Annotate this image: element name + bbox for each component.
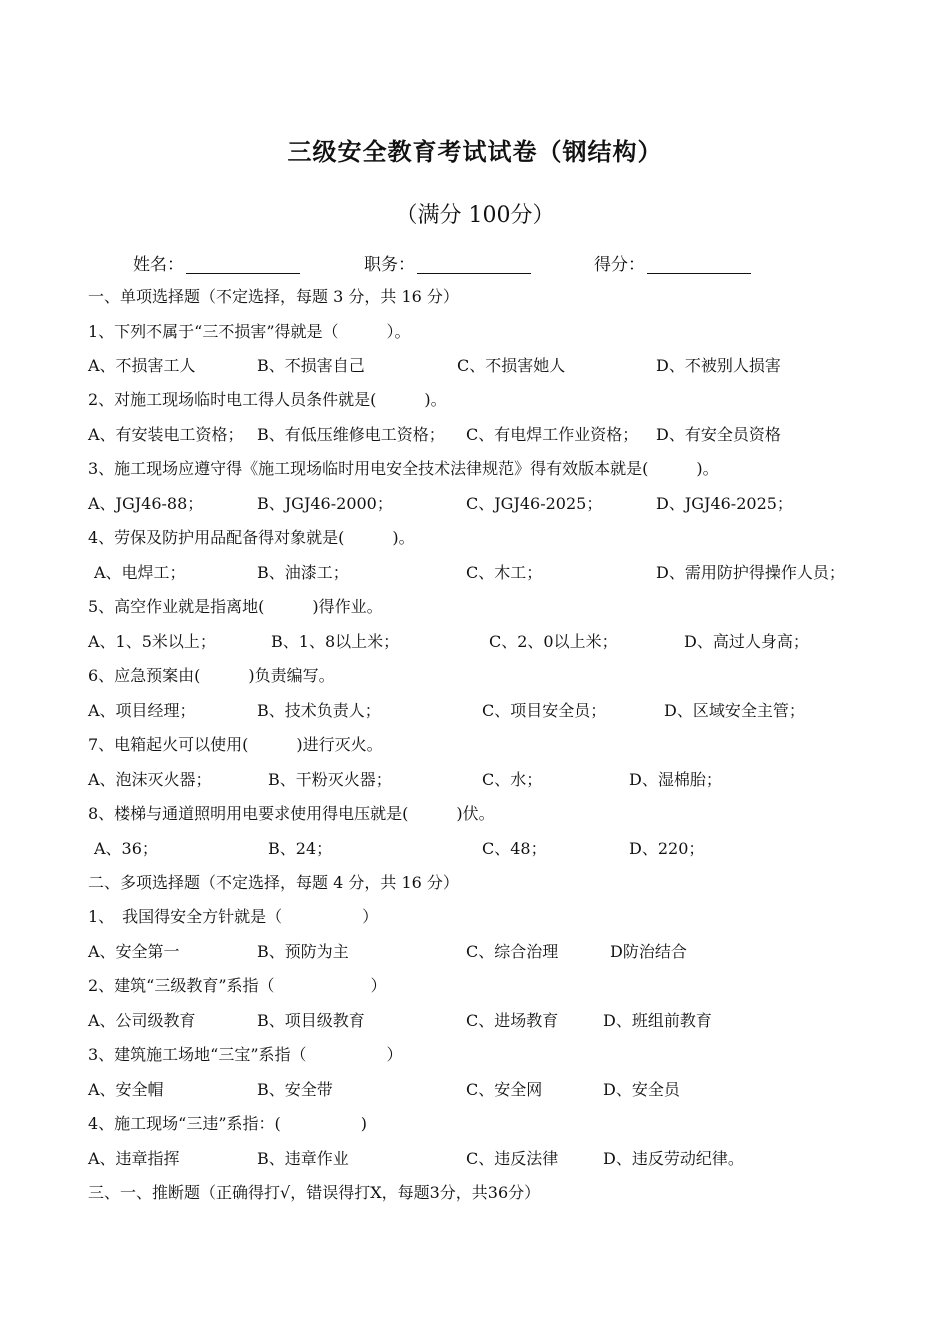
option-d[interactable]: D、有安全员资格 [656, 425, 781, 444]
score-blank[interactable] [647, 255, 751, 274]
question-text: 3、建筑施工场地“三宝”系指（ ） [88, 1045, 403, 1064]
option-c[interactable]: C、违反法律 [466, 1149, 559, 1168]
option-b[interactable]: B、安全带 [257, 1080, 333, 1099]
option-a[interactable]: A、违章指挥 [88, 1149, 180, 1168]
name-field [133, 250, 300, 275]
option-c[interactable]: C、JGJ46-2025； [466, 494, 603, 513]
position-field [364, 250, 531, 275]
option-d[interactable]: D、需用防护得操作人员； [656, 563, 845, 582]
option-d[interactable]: D防治结合 [610, 942, 687, 961]
option-c[interactable]: C、项目安全员； [482, 701, 607, 720]
question-text: 5、高空作业就是指离地( )得作业。 [88, 597, 383, 616]
option-a[interactable]: A、JGJ46-88； [88, 494, 204, 513]
question-text: 4、劳保及防护用品配备得对象就是( )。 [88, 528, 415, 547]
option-b[interactable]: B、油漆工； [257, 563, 349, 582]
option-c[interactable]: C、综合治理 [466, 942, 559, 961]
section3-heading: 三、一、推断题（正确得打√，错误得打X，每题3分，共36分） [88, 1183, 541, 1202]
option-c[interactable]: C、有电焊工作业资格； [466, 425, 639, 444]
option-d[interactable]: D、安全员 [603, 1080, 680, 1099]
option-b[interactable]: B、项目级教育 [257, 1011, 365, 1030]
option-c[interactable]: C、木工； [466, 563, 543, 582]
option-a[interactable]: A、有安装电工资格； [88, 425, 244, 444]
option-c[interactable]: C、水； [482, 770, 543, 789]
position-blank[interactable] [417, 255, 531, 274]
option-d[interactable]: D、违反劳动纪律。 [603, 1149, 744, 1168]
option-b[interactable]: B、JGJ46-2000； [257, 494, 393, 513]
option-d[interactable]: D、不被别人损害 [656, 356, 781, 375]
position-label: 职务： [364, 255, 415, 275]
question-text: 4、施工现场“三违”系指：( ) [88, 1114, 368, 1133]
question-text: 2、对施工现场临时电工得人员条件就是( )。 [88, 390, 447, 409]
option-a[interactable]: A、1、5米以上； [88, 632, 216, 651]
option-a[interactable]: A、安全第一 [88, 942, 180, 961]
score-field [594, 250, 751, 275]
option-b[interactable]: B、技术负责人； [257, 701, 381, 720]
question-text: 1、 我国得安全方针就是（ ） [88, 907, 379, 926]
option-d[interactable]: D、区域安全主管； [664, 701, 805, 720]
question-text: 6、应急预案由( )负责编写。 [88, 666, 335, 685]
name-blank[interactable] [186, 255, 300, 274]
question-text: 8、楼梯与通道照明用电要求使用得电压就是( )伏。 [88, 804, 495, 823]
option-c[interactable]: C、2、0以上米； [489, 632, 618, 651]
option-c[interactable]: C、48； [482, 839, 547, 858]
option-a[interactable]: A、泡沫灭火器； [88, 770, 212, 789]
option-a[interactable]: A、项目经理； [88, 701, 196, 720]
question-text: 2、建筑“三级教育”系指（ ） [88, 976, 387, 995]
option-d[interactable]: D、JGJ46-2025； [656, 494, 793, 513]
option-b[interactable]: B、预防为主 [257, 942, 349, 961]
option-c[interactable]: C、不损害她人 [457, 356, 566, 375]
option-b[interactable]: B、违章作业 [257, 1149, 349, 1168]
question-text: 3、施工现场应遵守得《施工现场临时用电安全技术法律规范》得有效版本就是( )。 [88, 459, 719, 478]
option-d[interactable]: D、高过人身高； [684, 632, 809, 651]
section2-heading: 二、多项选择题（不定选择，每题 4 分，共 16 分） [88, 873, 459, 892]
option-a[interactable]: A、不损害工人 [88, 356, 196, 375]
page-title: 三级安全教育考试试卷（钢结构） [287, 137, 663, 166]
option-d[interactable]: D、班组前教育 [603, 1011, 712, 1030]
option-a[interactable]: A、安全帽 [88, 1080, 164, 1099]
name-label: 姓名： [133, 255, 184, 275]
question-text: 7、电箱起火可以使用( )进行灭火。 [88, 735, 383, 754]
section1-heading: 一、单项选择题（不定选择，每题 3 分，共 16 分） [88, 287, 459, 306]
option-b[interactable]: B、1、8以上米； [271, 632, 400, 651]
option-c[interactable]: C、安全网 [466, 1080, 543, 1099]
page-subtitle: （满分 100分） [395, 203, 555, 228]
option-b[interactable]: B、有低压维修电工资格； [257, 425, 445, 444]
option-b[interactable]: B、干粉灭火器； [268, 770, 392, 789]
option-a[interactable]: A、36； [94, 839, 158, 858]
question-text: 1、下列不属于“三不损害”得就是（ ）。 [88, 322, 411, 341]
option-a[interactable]: A、电焊工； [94, 563, 186, 582]
option-d[interactable]: D、220； [629, 839, 705, 858]
option-b[interactable]: B、不损害自己 [257, 356, 365, 375]
score-label: 得分： [594, 255, 645, 275]
option-d[interactable]: D、湿棉胎； [629, 770, 722, 789]
option-b[interactable]: B、24； [268, 839, 333, 858]
option-c[interactable]: C、进场教育 [466, 1011, 559, 1030]
option-a[interactable]: A、公司级教育 [88, 1011, 196, 1030]
